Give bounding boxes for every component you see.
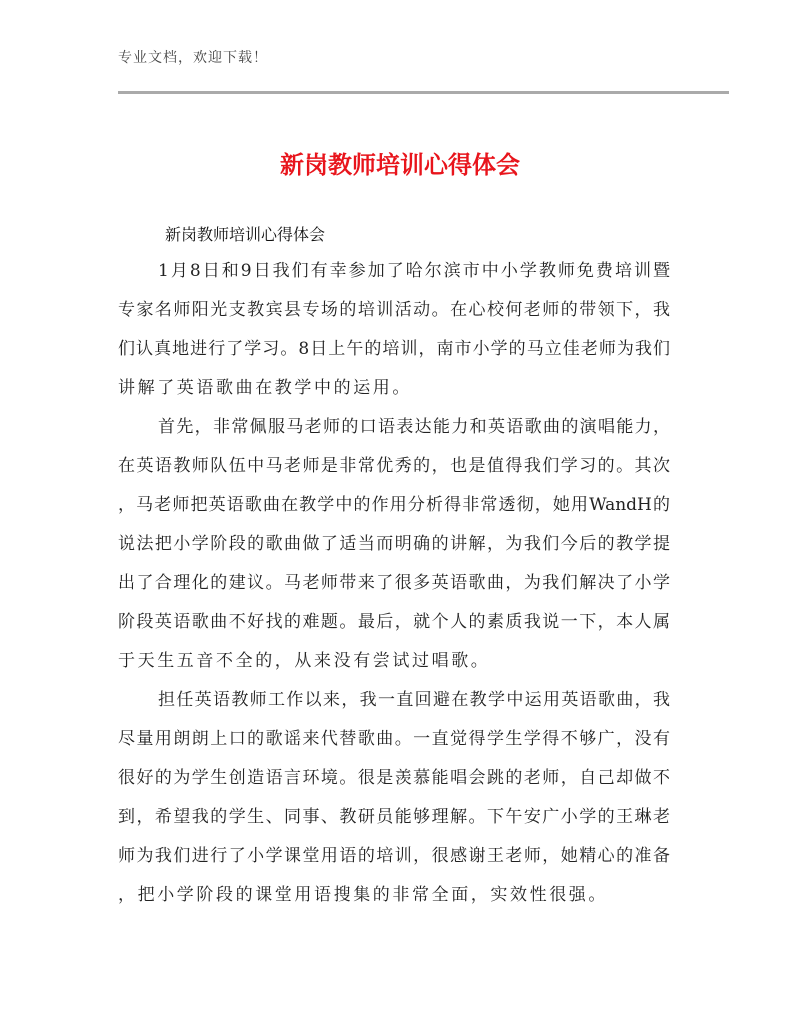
paragraph-line: ，马老师把英语歌曲在教学中的作用分析得非常透彻，她用WandH的 [118,495,670,515]
paragraph-line: 专家名师阳光支教宾县专场的培训活动。在心校何老师的带领下，我 [118,300,670,320]
paragraph-line: 很好的为学生创造语言环境。很是羡慕能唱会跳的老师，自己却做不 [118,768,670,788]
document-subtitle: 新岗教师培训心得体会 [165,225,326,244]
paragraph-line: 在英语教师队伍中马老师是非常优秀的，也是值得我们学习的。其次 [118,456,670,476]
page-header-text: 专业文档，欢迎下载！ [118,50,268,66]
paragraph-line: 尽量用朗朗上口的歌谣来代替歌曲。一直觉得学生学得不够广，没有 [118,729,670,749]
paragraph-line: 1月8日和9日我们有幸参加了哈尔滨市中小学教师免费培训暨 [158,261,670,281]
header-divider [118,91,729,94]
paragraph-line: 于天生五音不全的，从来没有尝试过唱歌。 [118,651,491,671]
paragraph-line: 说法把小学阶段的歌曲做了适当而明确的讲解，为我们今后的教学提 [118,534,670,554]
paragraph-line: ，把小学阶段的课堂用语搜集的非常全面，实效性很强。 [118,885,608,905]
document-body [118,259,670,922]
paragraph-line: 首先，非常佩服马老师的口语表达能力和英语歌曲的演唱能力， [158,417,670,437]
paragraph-line: 到，希望我的学生、同事、教研员能够理解。下午安广小学的王琳老 [118,807,670,827]
paragraph-line: 阶段英语歌曲不好找的难题。最后，就个人的素质我说一下，本人属 [118,612,670,632]
paragraph-line: 讲解了英语歌曲在教学中的运用。 [118,378,412,398]
paragraph-line: 们认真地进行了学习。8日上午的培训，南市小学的马立佳老师为我们 [118,339,670,359]
paragraph-line: 担任英语教师工作以来，我一直回避在教学中运用英语歌曲，我 [158,690,670,710]
paragraph-line: 师为我们进行了小学课堂用语的培训，很感谢王老师，她精心的准备 [118,846,670,866]
paragraph-line: 出了合理化的建议。马老师带来了很多英语歌曲，为我们解决了小学 [118,573,670,593]
document-title: 新岗教师培训心得体会 [280,151,520,179]
